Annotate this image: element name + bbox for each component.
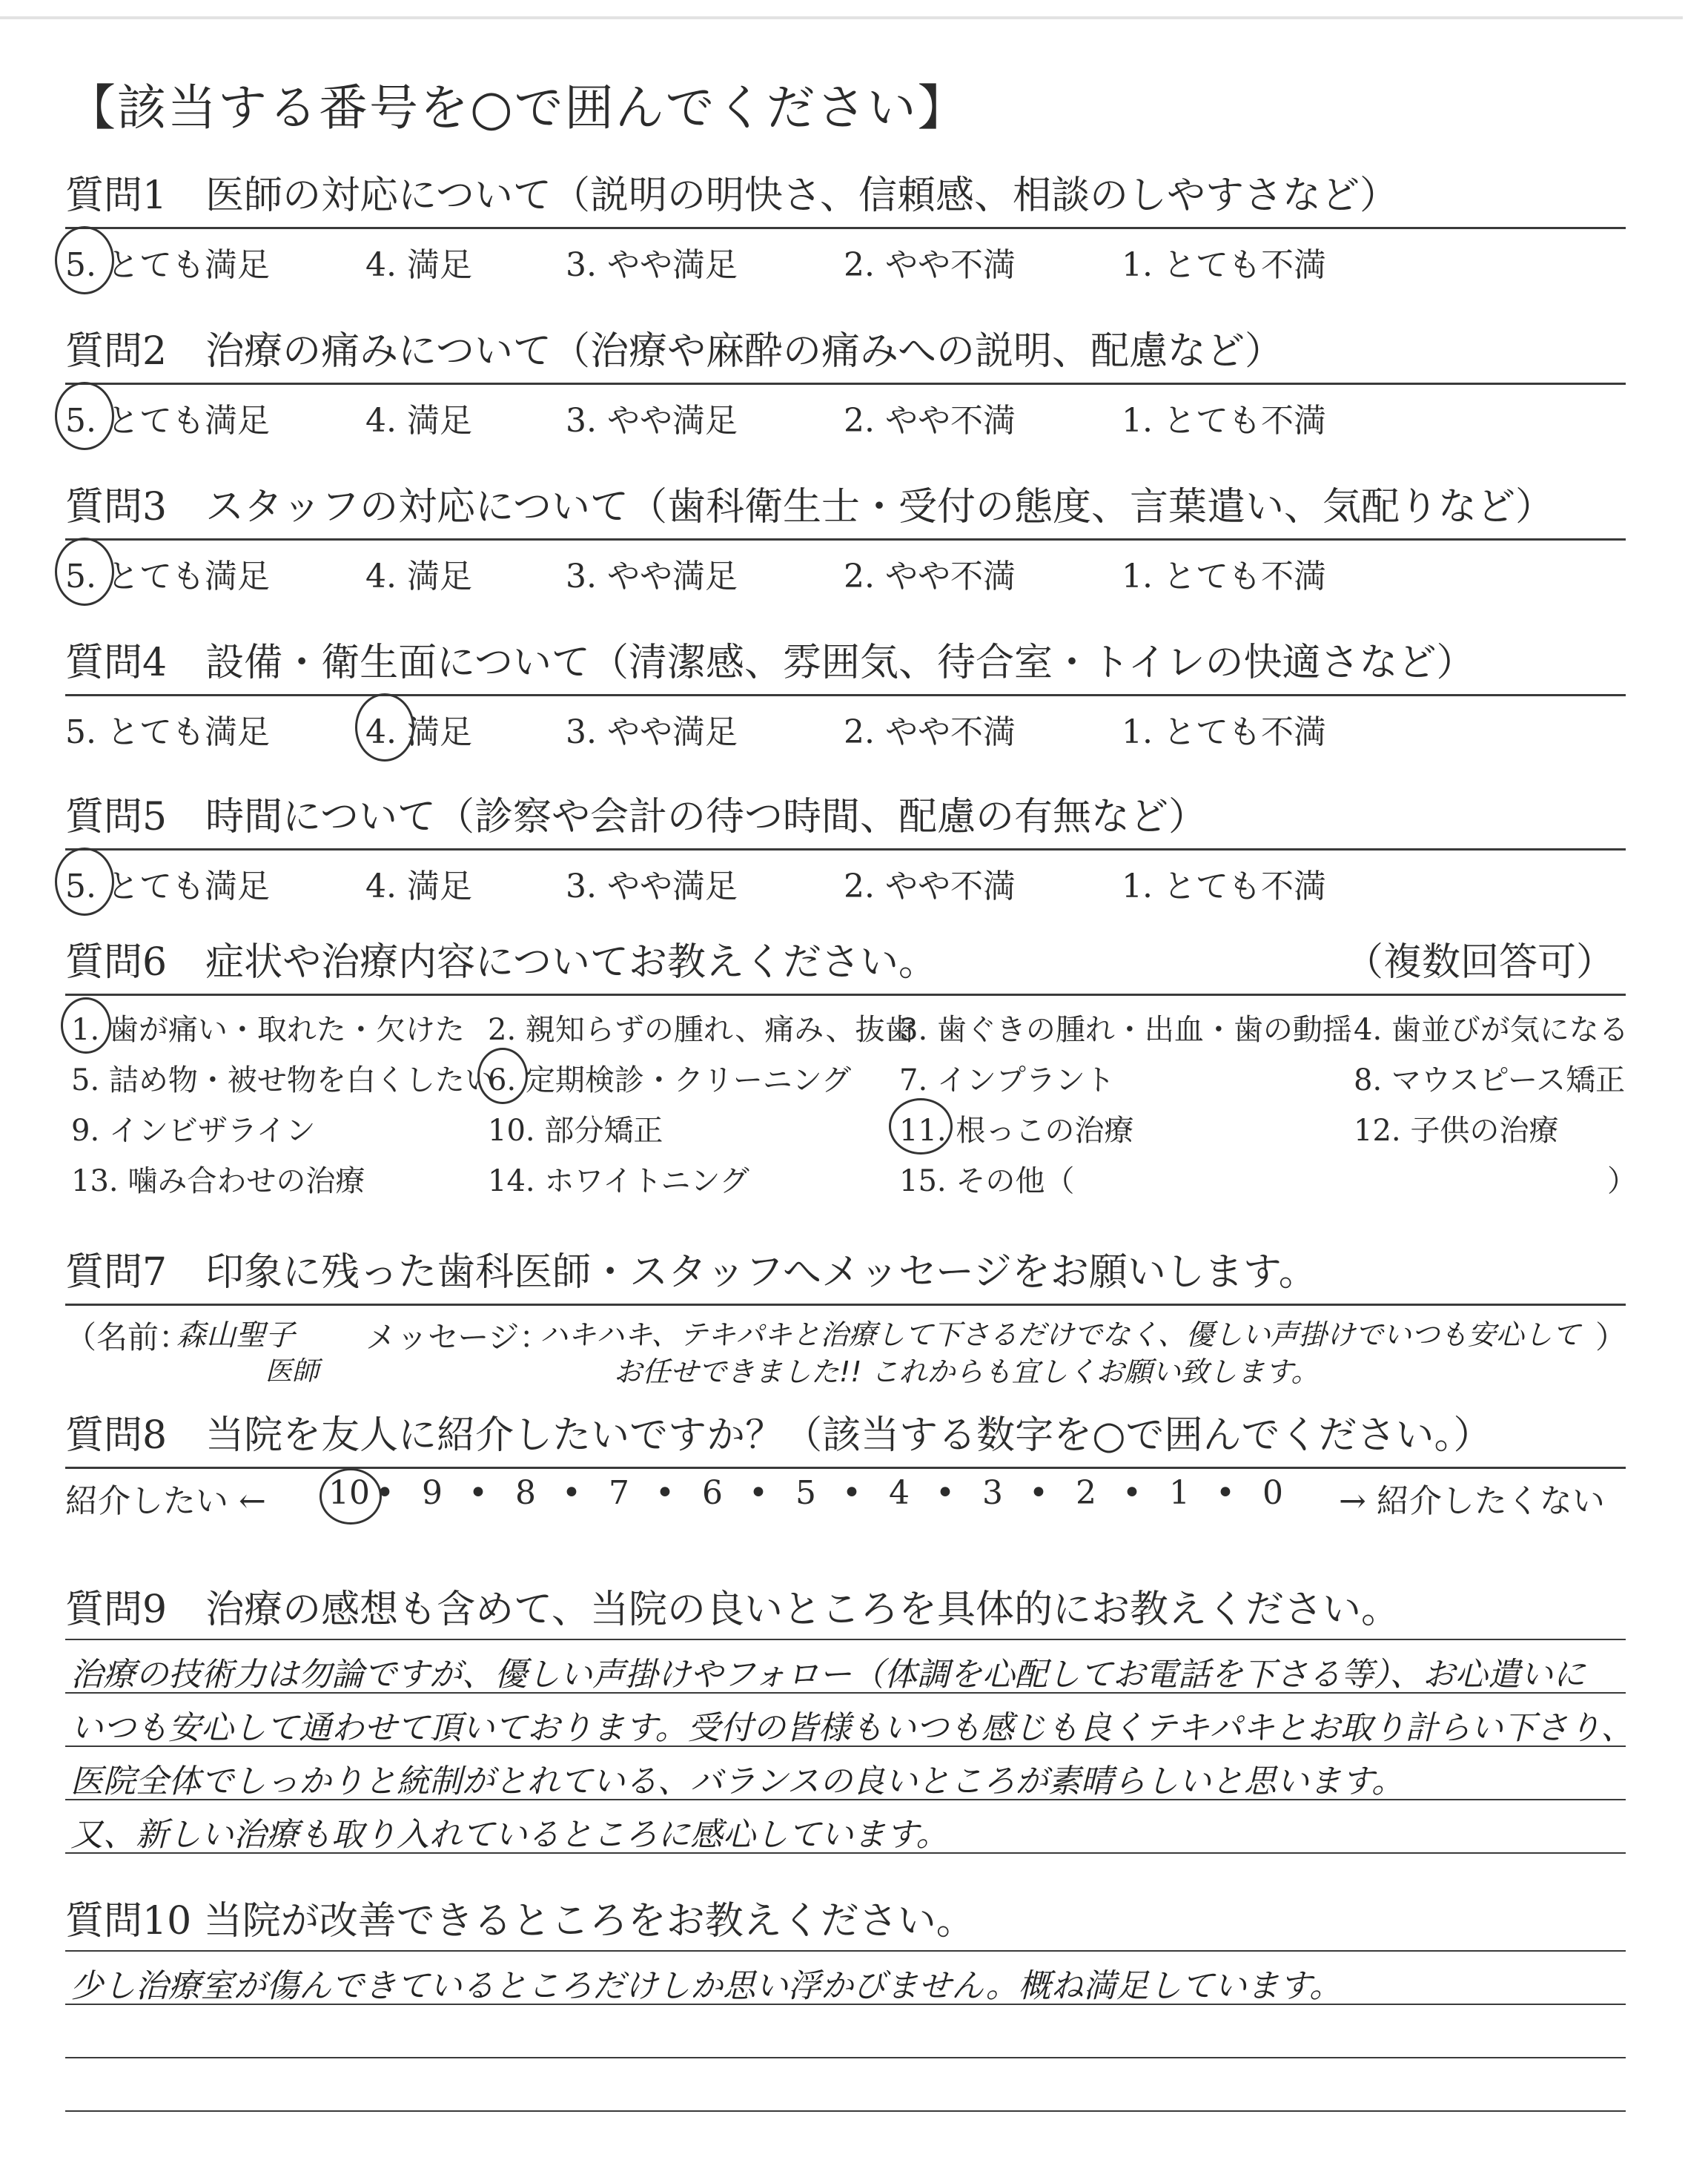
- rating-option[interactable]: 4. 満足: [365, 558, 472, 595]
- rating-option[interactable]: 1. とても不満: [1122, 402, 1326, 440]
- rating-option[interactable]: 5. とても満足: [65, 246, 270, 284]
- q5-options: [65, 851, 1622, 910]
- q7-name-suffix: 医師: [265, 1356, 320, 1387]
- selection-circle: [889, 1098, 953, 1155]
- rating-option[interactable]: 5. とても満足: [65, 402, 270, 440]
- q10-rule-3: [65, 2057, 1626, 2058]
- scale-separator: •: [655, 1474, 675, 1512]
- q5-title: 質問5 時間について（診察や会計の待つ時間、配慮の有無など）: [65, 795, 1208, 839]
- question-5: [65, 790, 1622, 910]
- q7-message-label: メッセージ：: [365, 1319, 551, 1355]
- q6-option[interactable]: 1. 歯が痛い・取れた・欠けた: [71, 1013, 465, 1047]
- q6-option[interactable]: 9. インビザライン: [71, 1114, 316, 1148]
- scale-value[interactable]: 3: [982, 1474, 1003, 1512]
- q9-answer-line-1: 治療の技術力は勿論ですが、優しい声掛けやフォロー（体調を心配してお電話を下さる等）、お心遣いに: [70, 1656, 1586, 1694]
- question-6: [65, 936, 1637, 1211]
- q7-message-line2: お任せできました!! これからも宜しくお願い致します。: [614, 1355, 1320, 1388]
- q6-title: 質問6 症状や治療内容についてお教えください。 （複数回答可）: [65, 936, 1622, 989]
- q6-option[interactable]: 7. インプラント: [899, 1063, 1115, 1097]
- rating-option[interactable]: 5. とても満足: [65, 713, 270, 751]
- rating-option[interactable]: 1. とても不満: [1122, 713, 1326, 751]
- q6-option[interactable]: 3. 歯ぐきの腫れ・出血・歯の動揺: [899, 1013, 1352, 1047]
- question-10: [65, 1895, 1622, 1948]
- rating-option[interactable]: 2. やや不満: [844, 868, 1016, 905]
- scale-value[interactable]: 0: [1262, 1474, 1283, 1512]
- scale-value[interactable]: 6: [702, 1474, 723, 1512]
- scale-separator: •: [936, 1474, 955, 1512]
- scale-separator: •: [842, 1474, 861, 1512]
- scale-value[interactable]: 2: [1076, 1474, 1096, 1512]
- selection-circle: [55, 538, 114, 606]
- q1-options: [65, 229, 1622, 288]
- q9-answer-line-3: 医院全体でしっかりと統制がとれている、バランスの良いところが素晴らしいと思います。: [70, 1763, 1405, 1800]
- question-3: [65, 480, 1622, 600]
- question-4: [65, 636, 1622, 756]
- rating-option[interactable]: 3. やや満足: [566, 713, 738, 751]
- form-header: 【該当する番号を○で囲んでください】: [67, 79, 968, 136]
- question-7: [65, 1246, 1626, 1388]
- q6-option[interactable]: 4. 歯並びが気になる: [1354, 1013, 1629, 1047]
- rating-option[interactable]: 3. やや満足: [566, 868, 738, 905]
- question-9: [65, 1583, 1622, 1636]
- rating-option[interactable]: 4. 満足: [365, 246, 472, 284]
- scale-value[interactable]: 10: [328, 1474, 370, 1512]
- rating-option[interactable]: 5. とても満足: [65, 558, 270, 595]
- rating-option[interactable]: 1. とても不満: [1122, 558, 1326, 595]
- q6-multi-answer-note: （複数回答可）: [1344, 940, 1615, 985]
- selection-circle: [55, 382, 114, 450]
- rating-option[interactable]: 2. やや不満: [844, 402, 1016, 440]
- scale-value[interactable]: 8: [515, 1474, 536, 1512]
- q6-option[interactable]: 6. 定期検診・クリーニング: [488, 1063, 852, 1097]
- rating-option[interactable]: 4. 満足: [365, 868, 472, 905]
- rating-option[interactable]: 2. やや不満: [844, 713, 1016, 751]
- rating-option[interactable]: 4. 満足: [365, 402, 472, 440]
- scale-separator: •: [749, 1474, 768, 1512]
- q6-option[interactable]: 15. その他（: [899, 1164, 1075, 1198]
- q7-close-paren: ）: [1595, 1319, 1626, 1355]
- q8-title: 質問8 当院を友人に紹介したいですか？（該当する数字を○で囲んでください。）: [65, 1413, 1492, 1458]
- question-8: [65, 1409, 1622, 1469]
- top-edge-rule: [0, 16, 1683, 19]
- rating-option[interactable]: 2. やや不満: [844, 246, 1016, 284]
- q9-answer-line-2: いつも安心して通わせて頂いております。受付の皆様もいつも感じも良くテキパキとお取り計らい下さり、: [70, 1709, 1634, 1747]
- q7-name-label: （名前：: [65, 1319, 191, 1355]
- scale-value[interactable]: 1: [1169, 1474, 1190, 1512]
- q7-title: 質問7 印象に残った歯科医師・スタッフへメッセージをお願いします。: [65, 1250, 1317, 1295]
- rating-option[interactable]: 3. やや満足: [566, 402, 738, 440]
- q2-options: [65, 385, 1622, 444]
- selection-circle: [320, 1468, 382, 1525]
- scale-separator: •: [562, 1474, 581, 1512]
- q6-option[interactable]: 12. 子供の治療: [1354, 1114, 1559, 1148]
- q4-options: [65, 696, 1622, 756]
- question-2: [65, 325, 1622, 444]
- q9-title: 質問9 治療の感想も含めて、当院の良いところを具体的にお教えください。: [65, 1588, 1400, 1632]
- q9-answer-line-4: 又、新しい治療も取り入れているところに感心しています。: [70, 1816, 949, 1854]
- q7-answer: [65, 1306, 1626, 1388]
- q8-rule: [65, 1467, 1626, 1469]
- q6-option[interactable]: 2. 親知らずの腫れ、痛み、抜歯: [488, 1013, 915, 1047]
- q8-left-label: 紹介したい ←: [65, 1482, 266, 1520]
- scale-separator: •: [375, 1474, 394, 1512]
- q6-option[interactable]: 8. マウスピース矯正: [1354, 1063, 1626, 1097]
- rating-option[interactable]: 2. やや不満: [844, 558, 1016, 595]
- scale-separator: •: [1216, 1474, 1235, 1512]
- rating-option[interactable]: 4. 満足: [365, 713, 472, 751]
- q6-option[interactable]: 14. ホワイトニング: [488, 1164, 749, 1198]
- scale-value[interactable]: 9: [422, 1474, 443, 1512]
- q10-answer-line-1: 少し治療室が傷んできているところだけしか思い浮かびません。概ね満足しています。: [70, 1967, 1343, 2005]
- rating-option[interactable]: 1. とても不満: [1122, 246, 1326, 284]
- q3-title: 質問3 スタッフの対応について（歯科衛生士・受付の態度、言葉遣い、気配りなど）: [65, 485, 1555, 529]
- scale-separator: •: [1122, 1474, 1142, 1512]
- q3-options: [65, 541, 1622, 600]
- q6-option[interactable]: 11. 根っこの治療: [899, 1114, 1134, 1148]
- rating-option[interactable]: 5. とても満足: [65, 868, 270, 905]
- q6-option[interactable]: 5. 詰め物・被せ物を白くしたい: [71, 1063, 494, 1097]
- q9-rule-1: [65, 1639, 1626, 1640]
- selection-circle: [355, 693, 414, 762]
- q6-option[interactable]: 10. 部分矯正: [488, 1114, 663, 1148]
- q10-rule-4: [65, 2110, 1626, 2112]
- q1-title: 質問1 医師の対応について（説明の明快さ、信頼感、相談のしやすさなど）: [65, 174, 1398, 218]
- q6-other-close-paren: ）: [1607, 1164, 1637, 1198]
- q7-message-line1: ハキハキ、テキパキと治療して下さるだけでなく、優しい声掛けでいつも安心して: [540, 1318, 1580, 1351]
- scale-separator: •: [469, 1474, 488, 1512]
- q4-title: 質問4 設備・衛生面について（清潔感、雰囲気、待合室・トイレの快適さなど）: [65, 641, 1475, 685]
- scale-value[interactable]: 5: [795, 1474, 816, 1512]
- question-1: [65, 169, 1622, 288]
- q8-right-label: → 紹介したくない: [1339, 1482, 1605, 1520]
- scale-value[interactable]: 7: [609, 1474, 629, 1512]
- q10-title: 質問10 当院が改善できるところをお教えください。: [65, 1899, 975, 1943]
- scale-separator: •: [1029, 1474, 1048, 1512]
- q2-title: 質問2 治療の痛みについて（治療や麻酔の痛みへの説明、配慮など）: [65, 329, 1284, 374]
- q7-name-value: 森山聖子: [176, 1318, 295, 1353]
- rating-option[interactable]: 1. とても不満: [1122, 868, 1326, 905]
- q6-options-grid: [65, 996, 1637, 1211]
- selection-circle: [55, 848, 114, 916]
- q6-option[interactable]: 13. 噛み合わせの治療: [71, 1164, 365, 1198]
- q10-rule-1: [65, 1950, 1626, 1952]
- rating-option[interactable]: 3. やや満足: [566, 558, 738, 595]
- rating-option[interactable]: 3. やや満足: [566, 246, 738, 284]
- selection-circle: [55, 226, 114, 294]
- selection-circle: [61, 997, 111, 1054]
- scale-value[interactable]: 4: [889, 1474, 910, 1512]
- selection-circle: [477, 1048, 528, 1104]
